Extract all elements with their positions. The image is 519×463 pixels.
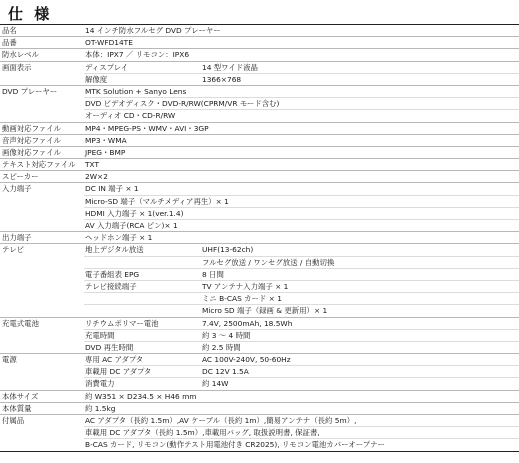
spec-label: スピーカー bbox=[2, 172, 39, 182]
spec-value: MTK Solution + Sanyo Lens bbox=[85, 86, 187, 96]
spec-value-line bbox=[84, 329, 519, 341]
spec-subvalue: AC 100V-240V, 50-60Hz bbox=[202, 355, 291, 365]
spec-value: リチウムポリマー電池 bbox=[85, 318, 159, 328]
spec-row bbox=[0, 231, 519, 243]
spec-value-line bbox=[84, 438, 519, 450]
spec-values bbox=[84, 354, 519, 390]
spec-subvalue: 約 3 ～ 4 時間 bbox=[202, 330, 251, 340]
spec-row bbox=[0, 25, 519, 36]
spec-values bbox=[84, 49, 519, 60]
spec-value: Micro-SD 端子（マルチメディア再生）× 1 bbox=[85, 196, 229, 206]
spec-values bbox=[84, 244, 519, 316]
spec-value: ディスプレイ bbox=[85, 62, 129, 72]
spec-value: テレビ接続端子 bbox=[85, 281, 137, 291]
spec-label: 音声対応ファイル bbox=[2, 135, 61, 145]
spec-value-line bbox=[84, 426, 519, 438]
spec-row bbox=[0, 170, 519, 182]
spec-value-line bbox=[84, 292, 519, 304]
spec-value-line bbox=[84, 391, 519, 402]
spec-table bbox=[0, 24, 519, 452]
spec-label: 画像対応ファイル bbox=[2, 147, 61, 157]
spec-values bbox=[84, 86, 519, 122]
spec-value-line bbox=[84, 25, 519, 36]
spec-values bbox=[84, 25, 519, 36]
spec-values bbox=[84, 391, 519, 402]
spec-value-line bbox=[84, 97, 519, 109]
spec-label: 品名 bbox=[2, 26, 17, 35]
spec-value: 本体：IPX7 ／ リモコン：IPX6 bbox=[85, 50, 190, 60]
spec-label: 本体サイズ bbox=[2, 391, 39, 401]
spec-value-line bbox=[84, 159, 519, 170]
spec-value: 消費電力 bbox=[85, 379, 115, 389]
spec-values bbox=[84, 147, 519, 158]
spec-values bbox=[84, 232, 519, 243]
spec-value-line bbox=[84, 232, 519, 243]
spec-label: 付属品 bbox=[2, 416, 25, 425]
spec-values bbox=[84, 171, 519, 182]
spec-value: 2W×2 bbox=[85, 172, 108, 182]
spec-value-line bbox=[84, 135, 519, 146]
spec-value-line bbox=[84, 415, 519, 426]
spec-value: 専用 AC アダプタ bbox=[85, 355, 144, 365]
spec-value: AC アダプタ（長約 1.5m）,AV ケーブル（長約 1m）,簡易アンテナ（長約 5m）, bbox=[85, 416, 357, 425]
spec-value-line bbox=[84, 365, 519, 377]
spec-value-line bbox=[84, 73, 519, 85]
spec-value-line bbox=[84, 256, 519, 268]
spec-row bbox=[0, 414, 519, 451]
spec-subvalue: 7.4V, 2500mAh, 18.5Wh bbox=[202, 318, 293, 328]
spec-subvalue: Micro SD 端子（録画 & 更新用）× 1 bbox=[202, 306, 328, 316]
spec-values bbox=[84, 415, 519, 451]
spec-row bbox=[0, 402, 519, 414]
spec-value: MP4・MPEG-PS・WMV・AVI・3GP bbox=[85, 123, 209, 133]
spec-value: DVD ビデオディスク・DVD-R/RW(CPRM/VR モード含む) bbox=[85, 99, 280, 109]
spec-subvalue: 約 2.5 時間 bbox=[202, 342, 241, 352]
spec-value-line bbox=[84, 341, 519, 353]
spec-subvalue: 約 14W bbox=[202, 379, 229, 389]
spec-label: テレビ bbox=[2, 245, 25, 255]
spec-value: DVD 再生時間 bbox=[85, 342, 134, 352]
spec-value: 電子番組表 EPG bbox=[85, 269, 140, 279]
spec-value-line bbox=[84, 244, 519, 255]
spec-subvalue: 1366×768 bbox=[202, 74, 242, 84]
spec-value-line bbox=[84, 195, 519, 207]
spec-row bbox=[0, 243, 519, 316]
spec-label: 動画対応ファイル bbox=[2, 123, 61, 133]
spec-value-line bbox=[84, 377, 519, 389]
spec-value-line bbox=[84, 147, 519, 158]
spec-value: B-CAS カード, リモコン(動作テスト用電池付き CR2025), リモコン電池カバーオープナー bbox=[85, 440, 385, 450]
spec-value-line bbox=[84, 304, 519, 316]
spec-row bbox=[0, 134, 519, 146]
spec-value: MP3・WMA bbox=[85, 135, 127, 145]
spec-label: 画面表示 bbox=[2, 62, 32, 72]
spec-values bbox=[84, 123, 519, 134]
spec-value: AV 入力端子(RCA ピン)× 1 bbox=[85, 221, 178, 230]
spec-label: 防水レベル bbox=[2, 50, 39, 60]
spec-value-line bbox=[84, 62, 519, 73]
spec-values bbox=[84, 135, 519, 146]
spec-label: テキスト対応ファイル bbox=[2, 160, 76, 170]
spec-label: 出力端子 bbox=[2, 233, 32, 243]
spec-value-line bbox=[84, 86, 519, 97]
spec-value: 約 W351 × D234.5 × H46 mm bbox=[85, 391, 197, 401]
spec-subvalue: ミニ B-CAS カード × 1 bbox=[202, 294, 282, 304]
spec-values bbox=[84, 62, 519, 85]
spec-row bbox=[0, 158, 519, 170]
spec-value: JPEG・BMP bbox=[85, 147, 126, 157]
spec-value-line bbox=[84, 219, 519, 231]
spec-row bbox=[0, 85, 519, 122]
spec-value-line bbox=[84, 354, 519, 365]
spec-value: 14 インチ防水フルセグ DVD プレーヤー bbox=[85, 26, 221, 35]
spec-label: 充電式電池 bbox=[2, 318, 39, 328]
spec-subvalue: UHF(13-62ch) bbox=[202, 245, 254, 255]
spec-value: 車載用 DC アダプタ（長約 1.5m）,車載用バッグ, 取扱説明書, 保証書, bbox=[85, 428, 320, 438]
spec-value: 解像度 bbox=[85, 74, 108, 84]
spec-label: 品番 bbox=[2, 38, 17, 48]
spec-values bbox=[84, 318, 519, 354]
spec-subvalue: 8 日間 bbox=[202, 269, 224, 279]
spec-row bbox=[0, 48, 519, 60]
spec-value-line bbox=[84, 207, 519, 219]
spec-value: 地上デジタル放送 bbox=[85, 245, 144, 255]
spec-label: 本体質量 bbox=[2, 403, 32, 413]
spec-value-line bbox=[84, 109, 519, 121]
spec-value: 約 1.5kg bbox=[85, 403, 116, 413]
spec-values bbox=[84, 37, 519, 48]
spec-value-line bbox=[84, 280, 519, 292]
spec-values bbox=[84, 159, 519, 170]
spec-value: DC IN 端子 × 1 bbox=[85, 184, 139, 194]
spec-value: TXT bbox=[85, 160, 99, 170]
spec-value-line bbox=[84, 318, 519, 329]
spec-row bbox=[0, 353, 519, 390]
spec-value-line bbox=[84, 403, 519, 414]
spec-row bbox=[0, 390, 519, 402]
spec-value-line bbox=[84, 183, 519, 194]
spec-subvalue: フルセグ放送 / ワンセグ放送 / 自動切換 bbox=[202, 257, 335, 267]
spec-value-line bbox=[84, 123, 519, 134]
spec-value: オーディオ CD・CD-R/RW bbox=[85, 111, 176, 121]
spec-values bbox=[84, 183, 519, 231]
spec-row bbox=[0, 36, 519, 48]
spec-value: OT-WFD14TE bbox=[85, 38, 133, 48]
spec-values bbox=[84, 403, 519, 414]
spec-value: 充電時間 bbox=[85, 330, 115, 340]
spec-row bbox=[0, 122, 519, 134]
spec-subvalue: DC 12V 1.5A bbox=[202, 367, 249, 377]
spec-label: DVD プレーヤー bbox=[2, 86, 58, 96]
spec-value: HDMI 入力端子 × 1(ver.1.4) bbox=[85, 208, 184, 218]
spec-value-line bbox=[84, 268, 519, 280]
spec-subvalue: TV アンテナ入力端子 × 1 bbox=[202, 281, 289, 291]
spec-label: 電源 bbox=[2, 355, 17, 365]
spec-value-line bbox=[84, 171, 519, 182]
spec-row bbox=[0, 146, 519, 158]
spec-value-line bbox=[84, 49, 519, 60]
spec-row bbox=[0, 61, 519, 85]
spec-value: 車載用 DC アダプタ bbox=[85, 367, 152, 377]
spec-value-line bbox=[84, 37, 519, 48]
spec-row bbox=[0, 317, 519, 354]
spec-row bbox=[0, 182, 519, 231]
spec-value: ヘッドホン端子 × 1 bbox=[85, 233, 153, 243]
page-title: 仕 様 bbox=[8, 5, 53, 23]
spec-subvalue: 14 型ワイド液晶 bbox=[202, 62, 258, 72]
spec-label: 入力端子 bbox=[2, 184, 32, 194]
